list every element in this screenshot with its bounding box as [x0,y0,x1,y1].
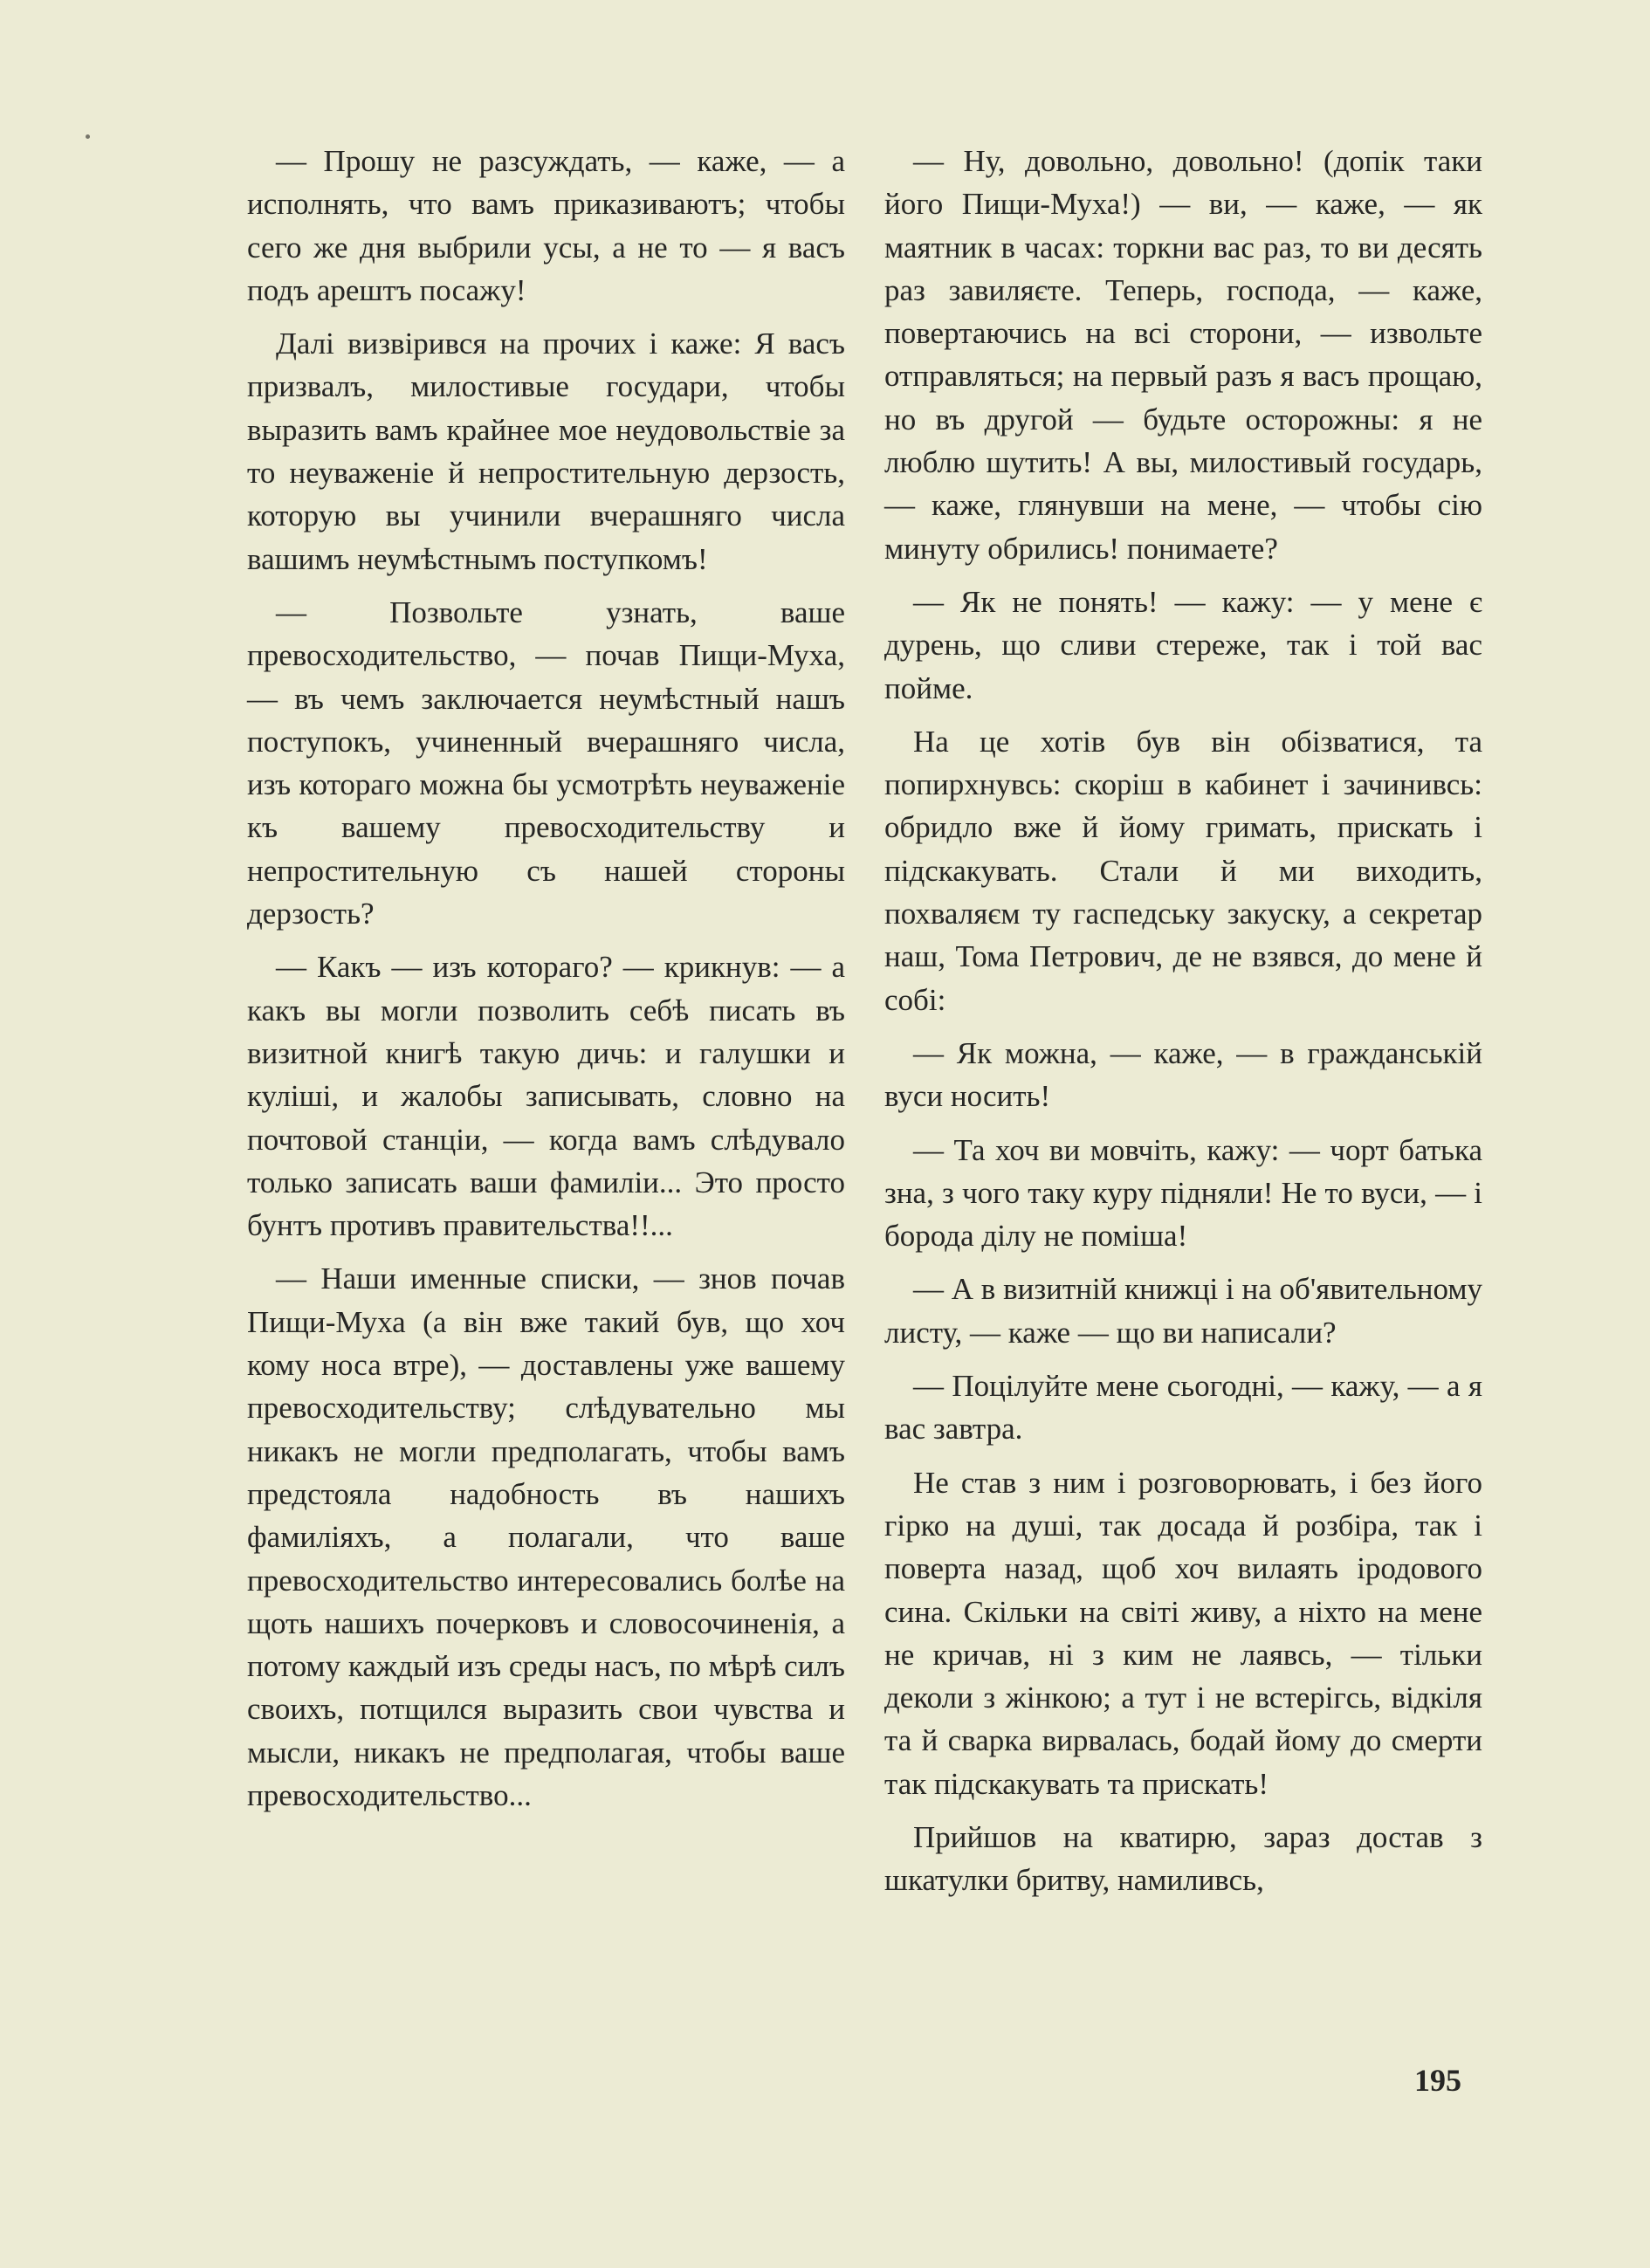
paragraph: Прийшов на кватирю, зараз достав з шкатулки бритву, намиливсь, [884,1819,1482,1898]
paragraph: — Та хоч ви мовчіть, кажу: — чорт батька зна, з чого таку куру підняли! Не то вуси, — і борода ділу не поміша! [884,1132,1482,1254]
paragraph: — Позвольте узнать, ваше превосходительство, — почав Пищи-Муха, — въ чемъ заключается неумѣстный нашъ поступокъ, учиненный вчерашняго числа, изъ котораго можна бы усмотрѣть неуваженіе къ вашему превосходительству и непростительную съ нашей стороны дерзость? [247,594,845,931]
paragraph: — Прошу не разсуждать, — каже, — а исполнять, что вамъ приказиваютъ; чтобы сего же дня выбрили усы, а не то — я васъ подъ арештъ посажу! [247,144,845,307]
page-number: 195 [1414,2063,1461,2098]
paragraph: — А в визитній книжці і на об'явительному листу, — каже — що ви написали? [884,1272,1482,1350]
paragraph: — Наши именные списки, — знов почав Пищи-Муха (а він вже такий був, що хоч кому носа втре), — доставлены уже вашему превосходительству; слѣдувательно мы никакъ не могли предполагать, чтобы вамъ предстояла надобность въ нашихъ фамиліяхъ, а полагали, что ваше превосходительство интересовались болѣе на щоть нашихъ почерковъ и словосочиненія, а потому каждый изъ среды насъ, по мѣрѣ силъ своихъ, потщился выразить свои чувства и мысли, никакъ не предполагая, чтобы ваше превосходительство... [247,1261,845,1812]
paragraph: На це хотів був він обізватися, та попирхнувсь: скоріш в кабинет і зачинивсь: обридло вже й йому гримать, прискать і підскакувать. Стали й ми виходить, похваляєм ту гаспедську закуску, а секретар наш, Тома Петрович, де не взявся, до мене й собі: [884,724,1482,1017]
paragraph: — Поцілуйте мене сьогодні, — кажу, — а я вас завтра. [884,1369,1482,1447]
right-column [884,140,1482,1913]
paragraph: Не став з ним і розговорювать, і без його гірко на душі, так досада й розбіра, так і поверта назад, щоб хоч вилаять іродового сина. Скільки на світі живу, а ніхто на мене не кричав, ні з ким не лаявсь, — тільки деколи з жінкою; а тут і не встерігсь, відкіля та й сварка вирвалась, бодай йому до смерти так підскакувать та прискать! [884,1465,1482,1801]
left-column [247,140,845,1827]
paragraph: — Ну, довольно, довольно! (допік таки його Пищи-Муха!) — ви, — каже, — як маятник в часах: торкни вас раз, то ви десять раз завиляєте. Теперь, господа, — каже, повертаючись на всі сторони, — извольте отправляться; на первый разъ я васъ прощаю, но въ другой — будьте осторожны: я не люблю шутить! А вы, милостивый государь, — каже, глянувши на мене, — чтобы сію минуту обрились! понимаете? [884,144,1482,566]
paragraph: — Какъ — изъ котораго? — крикнув: — а какъ вы могли позволить себѣ писать въ визитной книгѣ такую дичь: и галушки и куліші, и жалобы записывать, словно на почтовой станціи, — когда вамъ слѣдувало только записать ваши фамиліи... Это просто бунтъ противъ правительства!!... [247,950,845,1243]
paragraph: Далі визвірився на прочих і каже: Я васъ призвалъ, милостивые государи, чтобы выразить вамъ крайнее мое неудовольствіе за то неуваженіе й непростительную дерзость, которую вы учинили вчерашняго числа вашимъ неумѣстнымъ поступкомъ! [247,326,845,576]
paper-speck [86,134,90,139]
paragraph: — Як можна, — каже, — в гражданській вуси носить! [884,1035,1482,1114]
paragraph: — Як не понять! — кажу: — у мене є дурень, що сливи стереже, так і той вас пойме. [884,584,1482,705]
